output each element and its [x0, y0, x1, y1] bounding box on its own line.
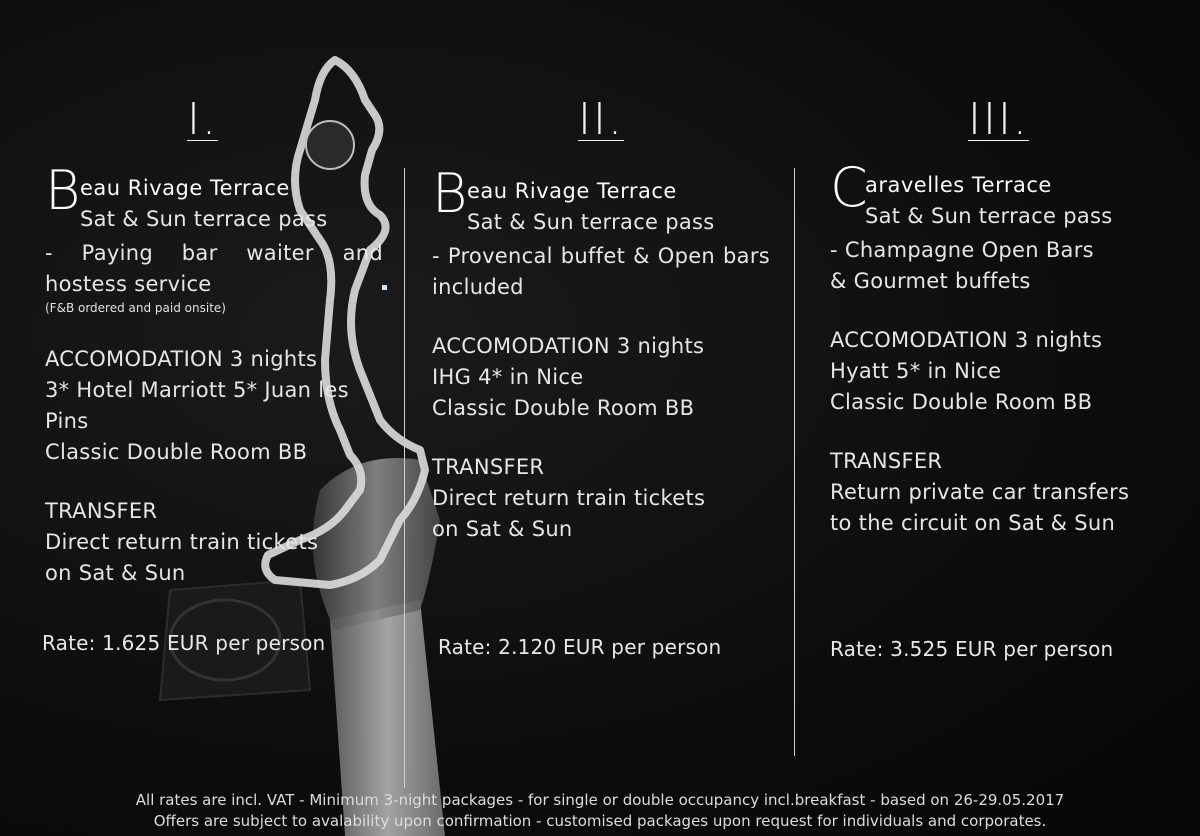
transfer-detail: Direct return train tickets	[432, 486, 706, 510]
package-numeral: III.	[968, 94, 1029, 145]
accommodation-hotel: IHG 4* in Nice	[432, 365, 584, 389]
package-column	[45, 159, 383, 589]
package-rate: Rate: 3.525 EUR per person	[830, 637, 1114, 661]
transfer-heading: TRANSFER	[432, 455, 545, 479]
package-numeral: II.	[578, 94, 624, 145]
service-description: - Provencal buffet & Open bars included	[432, 244, 770, 299]
transfer-heading: TRANSFER	[45, 499, 158, 523]
transfer-detail: on Sat & Sun	[45, 561, 186, 585]
column-divider	[794, 168, 795, 756]
footer-line: Offers are subject to avalability upon confirmation - customised packages upon request for individuals and corporates.	[153, 812, 1047, 830]
terrace-pass: Sat & Sun terrace pass	[467, 210, 715, 234]
accommodation-hotel: Hyatt 5* in Nice	[830, 359, 1002, 383]
package-rate: Rate: 2.120 EUR per person	[438, 635, 722, 659]
service-note: (F&B ordered and paid onsite)	[45, 301, 226, 315]
accommodation-hotel: 3* Hotel Marriott 5* Juan les Pins	[45, 378, 349, 433]
footer-line: All rates are incl. VAT - Minimum 3-night packages - for single or double occupancy incl.breakfast - based on 26-29.05.2017	[135, 791, 1065, 809]
title-initial: B	[432, 162, 468, 225]
terrace-pass: Sat & Sun terrace pass	[865, 204, 1113, 228]
service-description: - Champagne Open Bars	[830, 238, 1094, 262]
transfer-detail: to the circuit on Sat & Sun	[830, 511, 1116, 535]
accommodation-heading: ACCOMODATION 3 nights	[45, 347, 318, 371]
transfer-detail: on Sat & Sun	[432, 517, 573, 541]
package-title: eau Rivage Terrace	[80, 176, 290, 200]
accommodation-room: Classic Double Room BB	[830, 390, 1093, 414]
service-description: & Gourmet buffets	[830, 269, 1031, 293]
column-divider	[404, 168, 405, 788]
transfer-detail: Direct return train tickets	[45, 530, 319, 554]
accommodation-heading: ACCOMODATION 3 nights	[432, 334, 705, 358]
package-column	[432, 162, 770, 545]
accommodation-room: Classic Double Room BB	[45, 440, 308, 464]
title-initial: C	[830, 156, 868, 219]
accommodation-heading: ACCOMODATION 3 nights	[830, 328, 1103, 352]
title-initial: B	[45, 159, 81, 222]
accommodation-room: Classic Double Room BB	[432, 396, 695, 420]
service-description: - Paying bar waiter and hostess service	[45, 241, 383, 296]
package-rate: Rate: 1.625 EUR per person	[42, 631, 326, 655]
package-numeral: I.	[187, 94, 218, 145]
footer-notes	[0, 790, 1200, 832]
package-title: eau Rivage Terrace	[467, 179, 677, 203]
transfer-detail: Return private car transfers	[830, 480, 1130, 504]
package-title: aravelles Terrace	[865, 173, 1052, 197]
transfer-heading: TRANSFER	[830, 449, 943, 473]
package-column	[830, 156, 1170, 539]
terrace-pass: Sat & Sun terrace pass	[80, 207, 328, 231]
